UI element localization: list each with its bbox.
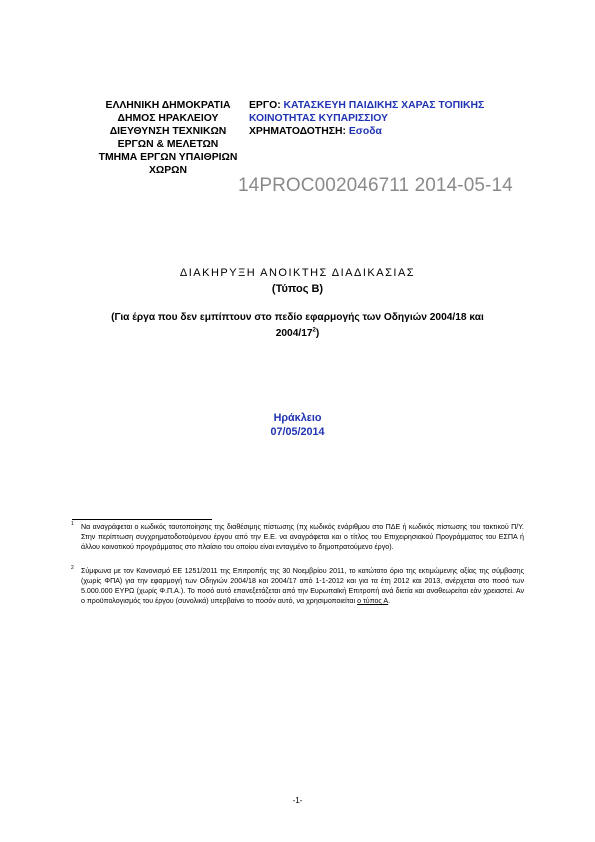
subtitle-line-2-text: 2004/17	[275, 328, 313, 339]
footnote-ref-2: 2	[312, 327, 316, 334]
footnote-2	[72, 566, 524, 606]
project-line-1	[249, 99, 549, 112]
document-subtitle	[72, 310, 523, 342]
date: 07/05/2014	[270, 426, 325, 438]
authority-block	[72, 99, 264, 177]
protocol-id: 14PROC002046711 2014-05-14	[238, 175, 513, 196]
footnote-marker: 1	[71, 521, 74, 527]
place-date	[72, 411, 523, 439]
footnote-separator	[72, 519, 212, 520]
subtitle-line-2-end: )	[315, 328, 320, 339]
authority-line: ΕΛΛΗΝΙΚΗ ΔΗΜΟΚΡΑΤΙΑ	[105, 100, 231, 111]
funding-line	[249, 125, 549, 138]
authority-line: ΤΜΗΜΑ ΕΡΓΩΝ ΥΠΑΙΘΡΙΩΝ	[98, 152, 238, 163]
project-name-1: ΚΑΤΑΣΚΕΥΗ ΠΑΙΔΙΚΗΣ ΧΑΡΑΣ ΤΟΠΙΚΗΣ	[283, 100, 485, 111]
city: Ηράκλειο	[273, 412, 322, 424]
title-line-2: (Τύπος Β)	[271, 283, 324, 295]
footnote-text: Να αναγράφεται ο κωδικός ταυτοποίησης της διαθέσιμης πίστωσης (πχ κωδικός ενάριθμου στο ΠΔΕ ή κωδικός πίστωσης του τακτικού Π/Υ. Στην περίπτωση συγχρηματοδοτούμενου έργου από την Ε.Ε. να αναγράφεται και ο τίτλος του Επιχειρησιακού Προγράμματος του ΕΣΠΑ ή άλλου κοινοτικού προγράμματος στο πλαίσιο του οποίου είναι ενταγμένο το δημοπρατούμενο έργο).	[81, 523, 524, 551]
footnote-text: Σύμφωνα με τον Κανονισμό ΕΕ 1251/2011 της Επιτροπής της 30 Νοεμβρίου 2011, το κατώτατο όριο της εκτιμώμενης αξίας της σύμβασης (χωρίς ΦΠΑ) για την εφαρμογή των Οδηγιών 2004/18 και 2004/17 από 1-1-2012 και για τα έτη 2012 και 2013, ανέρχεται στο ποσό των 5.000.000 ΕΥΡΩ (χωρίς Φ.Π.Α.). Το ποσό αυτό επανεξετάζεται από την Ευρωπαϊκή Επιτροπή ανά διετία και αναθεωρείται εάν χρειαστεί. Αν ο προϋπολογισμός του έργου (συνολικά) υπερβαίνει το ποσόν αυτό, να χρησιμοποιείται	[81, 567, 524, 605]
authority-line: ΔΗΜΟΣ ΗΡΑΚΛΕΙΟΥ	[117, 113, 219, 124]
project-name-2: ΚΟΙΝΟΤΗΤΑΣ ΚΥΠΑΡΙΣΣΙΟΥ	[249, 113, 388, 124]
subtitle-line-1: (Για έργα που δεν εμπίπτουν στο πεδίο εφαρμογής των Οδηγιών 2004/18 και	[111, 312, 484, 323]
funding-label: ΧΡΗΜΑΤΟΔΟΤΗΣΗ:	[249, 126, 346, 137]
footnote-marker: 2	[71, 565, 74, 571]
project-label: ΕΡΓΟ:	[249, 100, 281, 111]
footnote-link-type-a[interactable]: ο τύπος Α	[357, 597, 389, 605]
page-number: -1-	[292, 796, 303, 805]
footnote-1	[72, 522, 524, 552]
authority-line: ΕΡΓΩΝ & ΜΕΛΕΤΩΝ	[117, 139, 219, 150]
footnote-text-wrap	[72, 566, 524, 606]
project-block	[249, 99, 549, 138]
authority-line: ΧΩΡΩΝ	[148, 165, 188, 176]
subtitle-line-2	[72, 326, 523, 342]
footnote-end: .	[388, 597, 391, 605]
funding-value: Εσοδα	[348, 126, 382, 137]
document-title	[72, 265, 523, 297]
authority-line: ΔΙΕΥΘΥΝΣΗ ΤΕΧΝΙΚΩΝ	[109, 126, 227, 137]
title-line-1: ΔΙΑΚΗΡΥΞΗ ΑΝΟΙΚΤΗΣ ΔΙΑΔΙΚΑΣΙΑΣ	[179, 267, 416, 279]
